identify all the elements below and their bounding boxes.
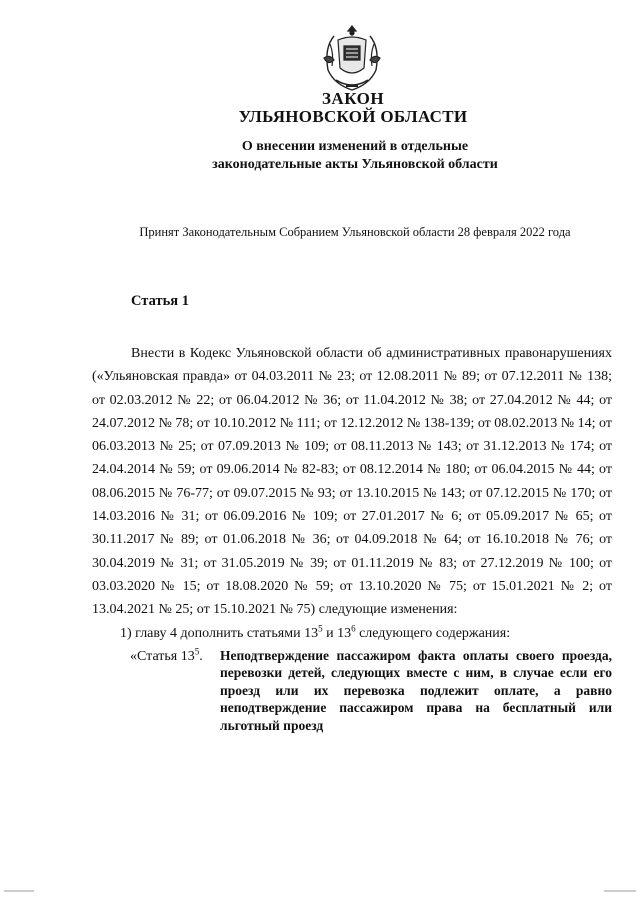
region-title: УЛЬЯНОВСКОЙ ОБЛАСТИ [238,107,468,126]
scan-margin-mark [4,890,34,892]
article-heading: Статья 1 [131,293,189,309]
new-article-label-end: . [199,648,203,664]
new-article-label-text: «Статья 13 [130,648,195,664]
item-1-sup-2: 6 [351,622,356,633]
scan-margin-mark [604,890,636,892]
article-main-paragraph: Внести в Кодекс Ульяновской области об административных правонарушениях («Ульяновская правда» от 04.03.2011 № 23; от 12.08.2011 № 89; от 07.12.2011 № 138; от 02.03.2012 № 22; от 06.04.2012 № 36; от 11.04.2012 № 38; от 27.04.2012 № 44; от 24.07.2012 № 78; от 10.10.2012 № 111; от 12.12.2012 № 138-139; от 08.02.2013 № 14; от 06.03.2013 № 25; от 07.09.2013 № 109; от 08.11.2013 № 143; от 31.12.2013 № 174; от 24.04.2014 № 59; от 09.06.2014 № 82-83; от 08.12.2014 № 180; от 06.04.2015 № 44; от 08.06.2015 № 76-77; от 09.07.2015 № 93; от 13.10.2015 № 143; от 07.12.2015 № 170; от 14.03.2016 № 31; от 06.09.2016 № 109; от 27.01.2017 № 6; от 05.09.2017 № 65; от 30.11.2017 № 89; от 01.06.2018 № 36; от 04.09.2018 № 64; от 16.10.2018 № 76; от 30.04.2019 № 31; от 31.05.2019 № 39; от 01.11.2019 № 83; от 27.12.2019 № 100; от 03.03.2020 № 15; от 18.08.2020 № 59; от 13.10.2020 № 75; от 15.01.2021 № 2; от 13.04.2021 № 25; от 15.10.2021 № 75) следующие изменения: [92,346,612,618]
new-article-label [130,645,203,668]
new-article-sup: 5 [194,646,200,657]
item-1-prefix: 1) главу 4 дополнить статьями 13 [120,625,319,641]
new-article-block [92,645,612,745]
new-article-title: Неподтверждение пассажиром факта оплаты своего проезда, перевозки детей, следующих вместе с ним, в случае если его проезд или их перевозка подлежит оплате, а равно неподтверждение пассажиром права на бесплатный или льготный проезд [220,647,612,733]
law-subtitle [190,138,520,174]
coat-of-arms-emblem [316,22,388,94]
item-1-mid: и 13 [322,625,352,641]
amendment-item-1 [92,622,612,645]
adoption-note: Принят Законодательным Собранием Ульяновской области 28 февраля 2022 года [139,225,571,239]
subtitle-line-1: О внесении изменений в отдельные [241,139,469,154]
item-1-sup-1: 5 [318,622,323,633]
item-1-suffix: следующего содержания: [355,625,511,641]
document-type: ЗАКОН [321,89,385,108]
subtitle-line-2: законодательные акты Ульяновской области [212,157,498,172]
article-body [92,342,612,745]
